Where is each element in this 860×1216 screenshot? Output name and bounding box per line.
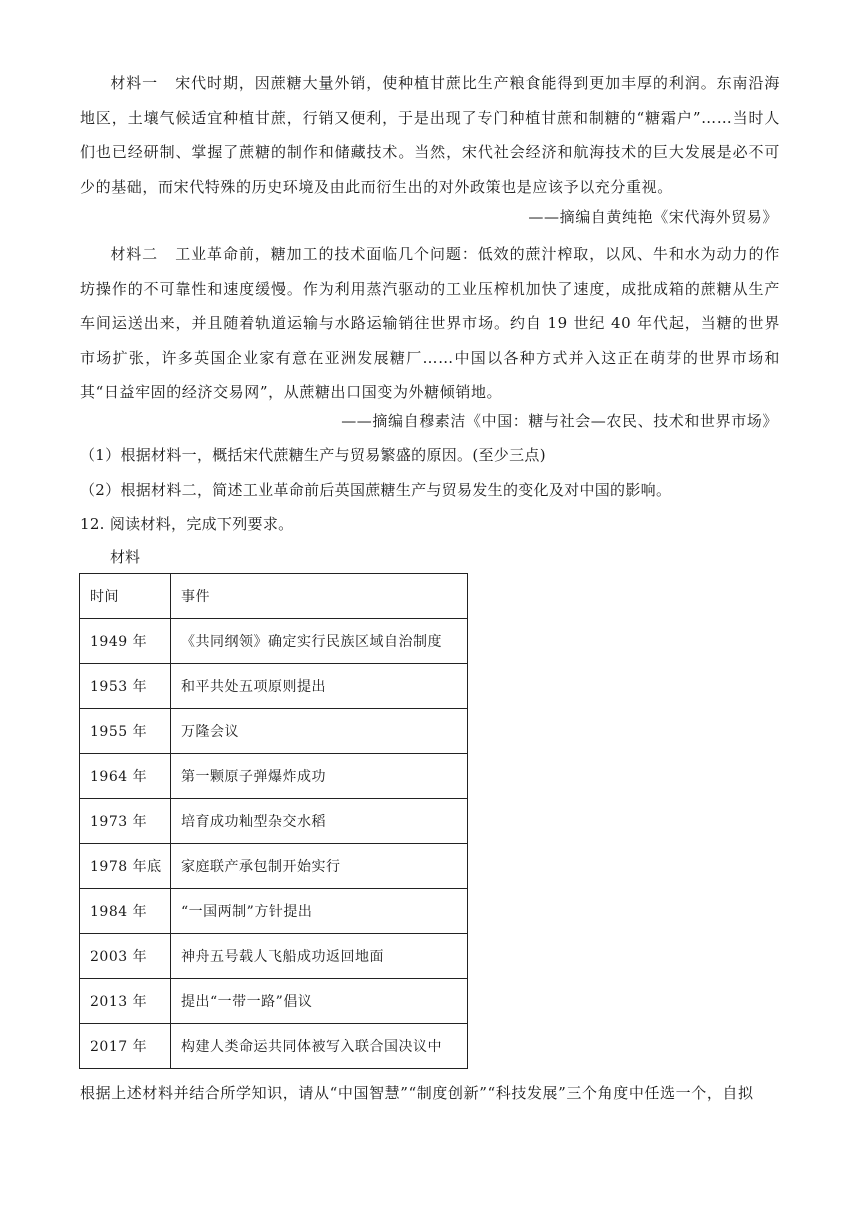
material-2-paragraph [80, 237, 780, 410]
question-2: （2）根据材料二，简述工业革命前后英国蔗糖生产与贸易发生的变化及对中国的影响。 [80, 481, 672, 499]
table-row [80, 754, 468, 799]
material-2-source: ——摘编自穆素洁《中国：糖与社会—农民、技术和世界市场》 [341, 412, 778, 430]
row-event: 第一颗原子弹爆炸成功 [171, 754, 468, 799]
row-event: 家庭联产承包制开始实行 [171, 844, 468, 889]
question-12-title: 12. 阅读材料，完成下列要求。 [80, 515, 294, 533]
table-material-label: 材料 [110, 548, 141, 566]
row-year: 1973 年 [80, 799, 171, 844]
material-1-paragraph [80, 66, 780, 204]
table-row [80, 799, 468, 844]
table-row [80, 664, 468, 709]
events-table [79, 573, 468, 1069]
row-event: 和平共处五项原则提出 [171, 664, 468, 709]
row-event: “一国两制”方针提出 [171, 889, 468, 934]
question-12-instruction: 根据上述材料并结合所学知识，请从“中国智慧”“制度创新”“科技发展”三个角度中任选一个，自拟 [80, 1084, 754, 1102]
row-event: 构建人类命运共同体被写入联合国决议中 [171, 1024, 468, 1069]
row-year: 1955 年 [80, 709, 171, 754]
table-row [80, 979, 468, 1024]
table-row [80, 889, 468, 934]
header-event: 事件 [171, 574, 468, 619]
row-year: 2013 年 [80, 979, 171, 1024]
row-event: 提出“一带一路”倡议 [171, 979, 468, 1024]
material-2-text: 工业革命前，糖加工的技术面临几个问题：低效的蔗汁榨取，以风、牛和水为动力的作坊操作的不可靠性和速度缓慢。作为利用蒸汽驱动的工业压榨机加快了速度，成批成箱的蔗糖从生产车间运送出来，并且随着轨道运输与水路运输销往世界市场。约自 19 世纪 40 年代起，当糖的世界市场扩张，许多英国企业家有意在亚洲发展糖厂……中国以各种方式并入这正在萌芽的世界市场和其“日益牢固的经济交易网”，从蔗糖出口国变为外糖倾销地。 [80, 245, 780, 401]
table-row [80, 1024, 468, 1069]
header-time: 时间 [80, 574, 171, 619]
row-event: 培育成功籼型杂交水稻 [171, 799, 468, 844]
row-year: 1978 年底 [80, 844, 171, 889]
material-1-text: 宋代时期，因蔗糖大量外销，使种植甘蔗比生产粮食能得到更加丰厚的利润。东南沿海地区，土壤气候适宜种植甘蔗，行销又便利，于是出现了专门种植甘蔗和制糖的“糖霜户”……当时人们也已经研制、掌握了蔗糖的制作和储藏技术。当然，宋代社会经济和航海技术的巨大发展是必不可少的基础，而宋代特殊的历史环境及由此而衍生出的对外政策也是应该予以充分重视。 [80, 74, 780, 196]
table-row [80, 934, 468, 979]
table-row [80, 709, 468, 754]
row-year: 1953 年 [80, 664, 171, 709]
row-year: 1949 年 [80, 619, 171, 664]
material-2-label: 材料二 [110, 245, 159, 263]
row-event: 《共同纲领》确定实行民族区域自治制度 [171, 619, 468, 664]
material-1-label: 材料一 [110, 74, 159, 92]
row-year: 1984 年 [80, 889, 171, 934]
row-year: 1964 年 [80, 754, 171, 799]
table-header-row [80, 574, 468, 619]
row-event: 万隆会议 [171, 709, 468, 754]
row-event: 神舟五号载人飞船成功返回地面 [171, 934, 468, 979]
question-1: （1）根据材料一，概括宋代蔗糖生产与贸易繁盛的原因。(至少三点) [80, 446, 546, 464]
table-row [80, 844, 468, 889]
table-row [80, 619, 468, 664]
material-1-source: ——摘编自黄纯艳《宋代海外贸易》 [528, 208, 778, 226]
row-year: 2017 年 [80, 1024, 171, 1069]
row-year: 2003 年 [80, 934, 171, 979]
